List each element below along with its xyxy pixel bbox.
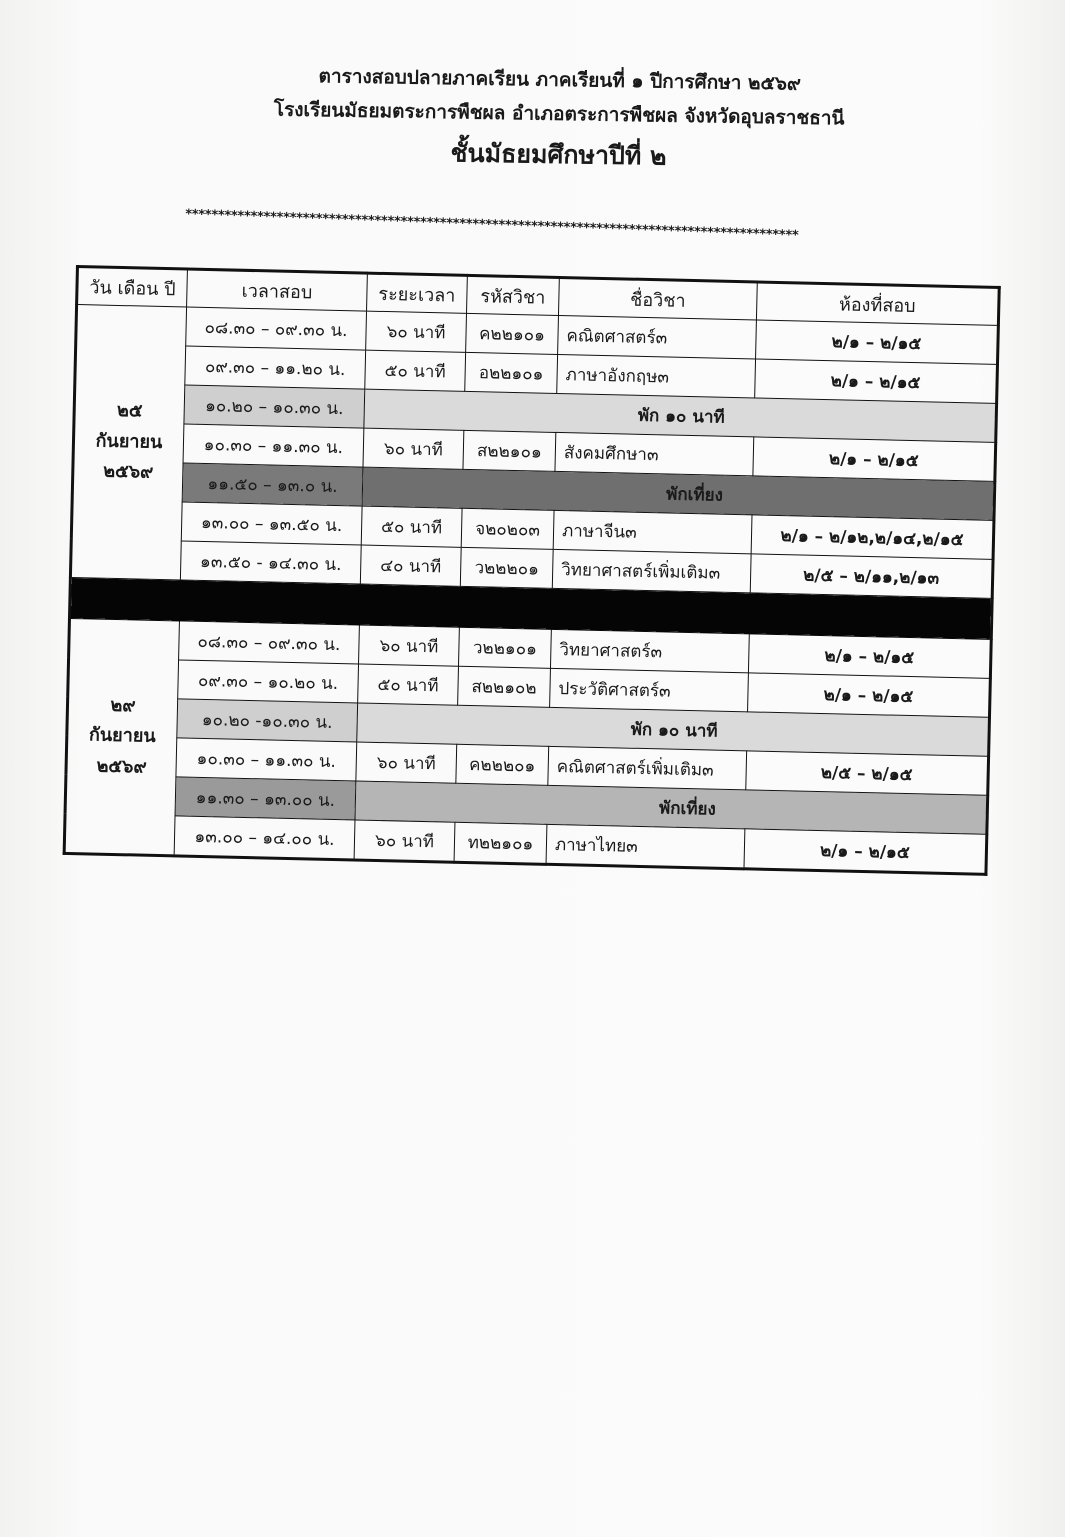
day1-month: กันยายน <box>95 430 163 453</box>
exam-time: ๐๙.๓๐ – ๑๐.๒๐ น. <box>178 660 359 703</box>
exam-duration: ๕๐ นาที <box>361 506 462 547</box>
subject-name: คณิตศาสตร์เพิ่มเติม๓ <box>548 746 747 789</box>
exam-duration: ๖๐ นาที <box>363 428 464 469</box>
subject-name: สังคมศึกษา๓ <box>555 432 754 475</box>
day2-year: ๒๕๖๙ <box>96 755 147 778</box>
subject-code: ว๒๒๒๐๑ <box>460 547 553 588</box>
col-date: วัน เดือน ปี <box>77 267 188 307</box>
subject-code: ท๒๒๑๐๑ <box>454 822 547 864</box>
lunch-label: พักเที่ยง <box>362 467 995 520</box>
day1-date-cell <box>70 305 186 580</box>
exam-room: ๒/๑ – ๒/๑๕ <box>756 320 999 364</box>
subject-code: ค๒๒๒๐๑ <box>456 744 549 785</box>
header-grade: ชั้นมัธยมศึกษาปีที่ ๒ <box>450 138 667 171</box>
lunch-time: ๑๑.๓๐ – ๑๓.๐๐ น. <box>175 777 356 820</box>
col-room: ห้องที่สอบ <box>756 282 999 325</box>
exam-duration: ๖๐ นาที <box>366 311 467 352</box>
col-duration: ระยะเวลา <box>367 273 468 313</box>
document-header <box>238 60 880 180</box>
break-label: พัก ๑๐ นาที <box>364 389 997 442</box>
exam-room: ๒/๕ – ๒/๑๕ <box>746 751 989 795</box>
exam-schedule-table-wrap <box>63 265 998 876</box>
star-divider: ********************************************************************************************** <box>184 207 799 244</box>
day2-day: ๒๙ <box>110 694 136 717</box>
exam-room: ๒/๑ – ๒/๑๕ <box>748 673 991 717</box>
subject-code: จ๒๐๒๐๓ <box>461 508 554 549</box>
exam-duration: ๕๐ นาที <box>365 350 466 391</box>
subject-name: คณิตศาสตร์๓ <box>558 315 757 358</box>
subject-name: ภาษาจีน๓ <box>553 510 752 553</box>
exam-time: ๑๓.๐๐ – ๑๔.๐๐ น. <box>174 816 355 860</box>
header-school: โรงเรียนมัธยมตระการพืชผล อำเภอตระการพืชผล จังหวัดอุบลราชธานี <box>273 98 845 130</box>
exam-time: ๑๓.๕๐ - ๑๔.๓๐ น. <box>180 541 361 584</box>
exam-time: ๐๙.๓๐ – ๑๑.๒๐ น. <box>185 346 366 389</box>
col-time: เวลาสอบ <box>187 269 368 311</box>
exam-time: ๑๐.๓๐ – ๑๑.๓๐ น. <box>183 424 364 467</box>
exam-duration: ๔๐ นาที <box>360 545 461 586</box>
exam-duration: ๖๐ นาที <box>356 742 457 783</box>
subject-name: วิทยาศาสตร์๓ <box>550 629 749 672</box>
exam-time: ๑๐.๓๐ – ๑๑.๓๐ น. <box>176 738 357 781</box>
col-subject: ชื่อวิชา <box>558 277 757 319</box>
lunch-time: ๑๑.๕๐ – ๑๓.๐ น. <box>182 463 363 506</box>
break-time: ๑๐.๒๐ – ๑๐.๓๐ น. <box>184 385 365 428</box>
exam-time: ๐๘.๓๐ – ๐๙.๓๐ น. <box>179 621 360 664</box>
exam-room: ๒/๑ – ๒/๑๕ <box>744 829 987 874</box>
subject-name: ภาษาอังกฤษ๓ <box>557 354 756 397</box>
exam-duration: ๖๐ นาที <box>359 625 460 666</box>
subject-name: ภาษาไทย๓ <box>546 824 745 868</box>
subject-code: ค๒๒๑๐๑ <box>466 313 559 354</box>
subject-code: ส๒๒๑๐๑ <box>463 430 556 471</box>
col-code: รหัสวิชา <box>467 275 560 315</box>
exam-room: ๒/๑ – ๒/๑๕ <box>753 437 996 481</box>
break-time: ๑๐.๒๐ -๑๐.๓๐ น. <box>177 699 358 742</box>
lunch-label: พักเที่ยง <box>355 781 988 834</box>
subject-name: วิทยาศาสตร์เพิ่มเติม๓ <box>552 549 751 592</box>
day2-month: กันยายน <box>88 724 156 748</box>
day1-year: ๒๕๖๙ <box>103 460 154 484</box>
exam-room: ๒/๑ – ๒/๑๒,๒/๑๔,๒/๑๕ <box>751 515 994 559</box>
day1-day: ๒๕ <box>116 400 143 422</box>
break-label: พัก ๑๐ นาที <box>357 703 990 756</box>
exam-duration: ๕๐ นาที <box>358 664 459 705</box>
exam-time: ๑๓.๐๐ – ๑๓.๕๐ น. <box>181 502 362 545</box>
subject-name: ประวัติศาสตร์๓ <box>550 668 749 711</box>
exam-schedule-table <box>63 265 1001 876</box>
exam-room: ๒/๕ – ๒/๑๑,๒/๑๓ <box>750 554 993 598</box>
exam-time: ๐๘.๓๐ – ๐๙.๓๐ น. <box>186 307 367 350</box>
exam-duration: ๖๐ นาที <box>354 820 455 862</box>
exam-room: ๒/๑ – ๒/๑๕ <box>748 634 991 678</box>
exam-room: ๒/๑ – ๒/๑๕ <box>755 359 998 403</box>
header-title: ตารางสอบปลายภาคเรียน ภาคเรียนที่ ๑ ปีการศึกษา ๒๕๖๙ <box>318 65 802 95</box>
day2-date-cell <box>64 618 179 855</box>
subject-code: อ๒๒๑๐๑ <box>465 352 558 393</box>
subject-code: ส๒๒๑๐๒ <box>458 666 551 707</box>
subject-code: ว๒๒๑๐๑ <box>458 627 551 668</box>
